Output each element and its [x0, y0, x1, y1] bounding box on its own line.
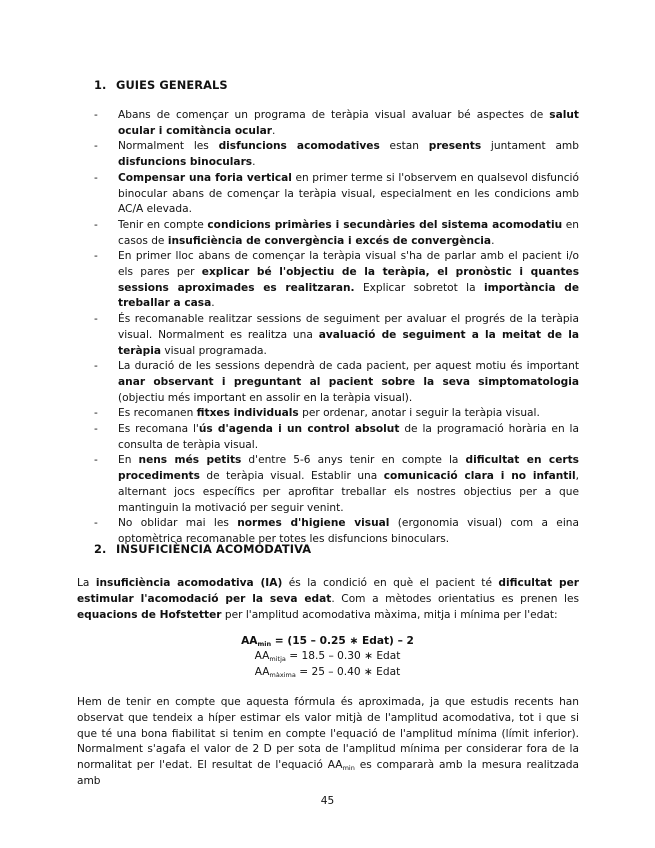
guideline-item	[94, 312, 579, 359]
guideline-text-run: .	[252, 156, 256, 169]
guideline-bold-run: avaluació de seguiment a la meitat de la teràpia	[118, 328, 579, 357]
section1-heading	[94, 78, 228, 92]
bullet-dash: -	[94, 313, 98, 326]
guideline-text-run: Es recomana l'	[118, 423, 199, 436]
intro-text-run: per l'amplitud acomodativa màxima, mitja i mínima per l'edat:	[221, 608, 558, 621]
bullet-dash: -	[94, 171, 98, 184]
guideline-text-run: (ergonomia visual) com a eina optomètrica recomanable per totes les disfuncions binoculars.	[118, 517, 579, 545]
section2-closing-paragraph	[77, 695, 579, 790]
guideline-text-run: Es recomanen	[118, 407, 197, 420]
guideline-item	[94, 249, 579, 312]
bullet-dash: -	[94, 423, 98, 436]
formula-expression: = (15 – 0.25 ∗ Edat) – 2	[271, 635, 414, 647]
closing-subscript: min	[342, 764, 355, 773]
bullet-dash: -	[94, 407, 98, 420]
bullet-dash: -	[94, 454, 98, 467]
formula-aa-min	[0, 634, 655, 649]
guideline-item	[94, 406, 579, 422]
formula-symbol: AA	[254, 665, 270, 678]
formula-subscript: màxima	[269, 670, 296, 679]
guideline-text-run: d'entre 5-6 anys tenir en compte la	[241, 454, 466, 467]
guideline-text-run: En	[118, 454, 139, 467]
guideline-text-run: Normalment les	[118, 140, 219, 153]
intro-bold-run: insuficiència acomodativa (IA)	[95, 577, 283, 589]
guideline-bold-run: fitxes individuals	[196, 407, 299, 420]
section2-intro-paragraph	[77, 576, 579, 623]
bullet-dash: -	[94, 360, 98, 373]
guideline-text-run: estan	[379, 140, 429, 153]
guideline-text-run: .	[491, 234, 495, 247]
bullet-dash: -	[94, 517, 98, 530]
guideline-text-run: de la programació horària en la consulta de teràpia visual.	[118, 423, 579, 451]
guideline-bold-run: comunicació clara i no infantil	[383, 470, 576, 483]
bullet-dash: -	[94, 140, 98, 153]
guideline-bold-run: condicions primàries i secundàries del sistema acomodatiu	[207, 218, 563, 231]
guideline-text-run: Explicar sobretot la	[354, 281, 484, 294]
guideline-text-run: en primer terme si l'observem en qualsevol disfunció binocular abans de començar la teràpia visual, especialment en les condicions amb AC/A elevada.	[118, 171, 579, 216]
guideline-text-run: Abans de començar un programa de teràpia visual avaluar bé aspectes de	[118, 109, 550, 121]
guideline-item	[94, 359, 579, 406]
guideline-item	[94, 139, 579, 170]
guideline-text-run: juntament amb	[481, 140, 579, 153]
formula-expression: = 25 – 0.40 ∗ Edat	[295, 665, 401, 678]
guideline-text-run: de teràpia visual. Establir una	[199, 470, 384, 483]
formula-aa-mitja	[0, 649, 655, 664]
guidelines-list	[94, 108, 579, 548]
page-number: 45	[320, 795, 335, 807]
guideline-item	[94, 171, 579, 218]
guideline-text-run: .	[271, 124, 276, 137]
formula-expression: = 18.5 – 0.30 ∗ Edat	[285, 650, 401, 663]
guideline-text-run: en casos de	[118, 218, 579, 247]
closing-text-run: es compararà amb la mesura realitzada amb	[77, 759, 580, 787]
formula-subscript: mitja	[269, 655, 286, 664]
guideline-text-run: , alternant jocs específics per aprofitar treballar els nostres objectius per a que mantinguin la motivació per seguir venint.	[118, 470, 579, 514]
guideline-bold-run: anar observant i preguntant al pacient sobre la seva simptomatologia	[118, 375, 579, 388]
hofstetter-formulas	[0, 634, 655, 680]
formula-subscript: min	[257, 640, 272, 648]
bullet-dash: -	[94, 109, 98, 121]
guideline-item	[94, 218, 579, 249]
guideline-text-run: .	[211, 297, 215, 310]
guideline-item	[94, 108, 579, 139]
guideline-bold-run: dificultat en certs procediments	[118, 454, 579, 483]
guideline-text-run: Tenir en compte	[118, 218, 208, 231]
intro-text-run: . Com a mètodes orientatius es prenen les	[331, 592, 579, 605]
guideline-bold-run: presents	[428, 140, 482, 153]
intro-text-run: és la condició en què el pacient té	[282, 577, 499, 589]
section2-heading	[94, 542, 311, 556]
section1-number: 1.	[94, 78, 107, 92]
guideline-item	[94, 422, 579, 453]
guideline-text-run: (objectiu més important en assolir en la teràpia visual).	[118, 391, 413, 404]
guideline-bold-run: disfuncions binoculars	[118, 156, 253, 169]
intro-text-run: La	[77, 577, 96, 589]
guideline-bold-run: normes d'higiene visual	[237, 517, 390, 530]
section2-title: INSUFICIÈNCIA ACOMODATIVA	[116, 542, 312, 556]
guideline-bold-run: salut ocular i comitància ocular	[118, 109, 579, 137]
closing-text-run: Hem de tenir en compte que aquesta fórmula és aproximada, ja que estudis recents han observat que tendeix a híper estimar els valor mitjà de l'amplitud acomodativa, tot i que si que té una bona fiabilitat si tenim en compte l'equació de l'amplitud mínima (límit inferior). Normalment s'agafa el valor de 2 D per sota de l'amplitud mínima per considerar fora de la normalitat per l'edat. El resultat de l'equació AA	[77, 696, 579, 772]
guideline-bold-run: insuficiència de convergència i excés de convergència	[167, 234, 492, 247]
section2-number: 2.	[94, 542, 107, 556]
guideline-text-run: per ordenar, anotar i seguir la teràpia visual.	[298, 407, 540, 420]
intro-bold-run: dificultat per estimular l'acomodació per la seva edat	[77, 577, 579, 605]
guideline-item	[94, 453, 579, 516]
guideline-bold-run: explicar bé l'objectiu de la teràpia, el pronòstic i quantes sessions aproximades es realitzaran.	[118, 266, 579, 294]
guideline-text-run: visual programada.	[161, 344, 267, 357]
formula-aa-màxima	[0, 665, 655, 680]
section1-title: GUIES GENERALS	[116, 78, 228, 92]
guideline-text-run: No oblidar mai les	[118, 517, 238, 530]
bullet-dash: -	[94, 250, 98, 263]
guideline-bold-run: disfuncions acomodatives	[218, 140, 380, 153]
formula-symbol: AA	[254, 650, 270, 663]
bullet-dash: -	[94, 218, 98, 231]
guideline-bold-run: nens més petits	[138, 454, 242, 467]
formula-symbol: AA	[241, 635, 258, 647]
guideline-bold-run: importància de treballar a casa	[118, 281, 580, 310]
guideline-bold-run: ús d'agenda i un control absolut	[198, 423, 400, 436]
guideline-text-run: És recomanable realitzar sessions de seguiment per avaluar el progrés de la teràpia visual. Normalment es realitza una	[118, 313, 579, 341]
guideline-text-run: La duració de les sessions dependrà de cada pacient, per aquest motiu és important	[118, 360, 579, 373]
guideline-text-run: En primer lloc abans de començar la teràpia visual s'ha de parlar amb el pacient i/o els pares per	[118, 250, 579, 279]
guideline-bold-run: Compensar una foria vertical	[118, 171, 292, 184]
intro-bold-run: equacions de Hofstetter	[77, 608, 222, 621]
